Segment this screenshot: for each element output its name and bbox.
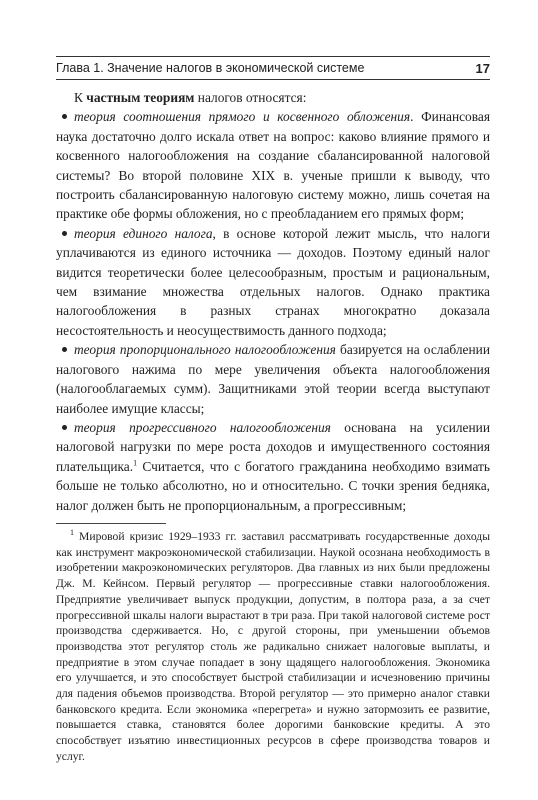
theory-description: . Финансовая наука достаточно долго искала ответ на вопрос: каково влияние прямого и косвенного налогообложения на создание сбалансированной налоговой системы? Во второй половине XIX в. ученые пришли к выводу, что построить сбалансированную налоговую систему можно, лишь сочетая на практике обе формы обложения, но с преобладанием его прямых форм;: [56, 109, 490, 222]
main-text: [56, 88, 490, 515]
theory-description: основана на усилении налоговой нагрузки по мере роста доходов и имущественного состояния плательщика.: [56, 419, 490, 474]
intro-bold-term: частным теориям: [86, 90, 195, 105]
bullet-icon: [62, 425, 67, 430]
theory-term: теория соотношения прямого и косвенного обложения: [74, 109, 411, 125]
list-item-text: [38, 418, 490, 515]
list-item-text: [38, 340, 490, 418]
theory-description-continued: Считается, что с богатого гражданина необходимо взимать больше не только абсолютно, но и относительно. С точки зрения бедняка, налог должен быть не пропорциональным, а прогрессивным;: [56, 458, 490, 513]
theory-term: теория прогрессивного налогообложения: [74, 419, 331, 435]
theory-description: , в основе которой лежит мысль, что налоги уплачиваются из единого источника — доходов. Поэтому единый налог видится теоретически более целесообразным, простым и рациональным, чем взимание множества отдельных налогов. Однако практика налогообложения в разных странах многократно доказала несостоятельность и неосуществимость данного подхода;: [56, 225, 490, 338]
intro-lead: К: [74, 90, 87, 105]
list-item: [56, 340, 490, 418]
theory-term: теория пропорционального налогообложения: [74, 342, 336, 358]
intro-rest: налогов относятся:: [194, 90, 307, 105]
footnote-divider: [56, 523, 166, 524]
running-header: [56, 56, 490, 80]
footnote-reference[interactable]: 1: [133, 458, 138, 468]
intro-paragraph: [56, 88, 490, 107]
footnote-mark: 1: [70, 528, 74, 538]
chapter-title: Глава 1. Значение налогов в экономической системе: [56, 61, 365, 75]
footnote: [56, 529, 490, 765]
list-item-text: [38, 224, 490, 340]
list-item-text: [38, 107, 490, 223]
list-item: [56, 107, 490, 223]
theories-list: [56, 107, 490, 515]
list-item: [56, 224, 490, 340]
page-number: 17: [475, 60, 490, 76]
bullet-icon: [62, 231, 67, 236]
list-item: [56, 418, 490, 515]
theory-term: теория единого налога: [74, 225, 213, 241]
theory-description: базируется на ослаблении налогового нажима по мере увеличения объекта налогообложения (налогооблагаемых сумм). Защитниками этой теории всегда выступают наиболее имущие классы;: [56, 342, 490, 416]
footnote-text: Мировой кризис 1929–1933 гг. заставил рассматривать государственные доходы как инструмент макроэкономической стабилизации. Наукой осознана необходимость в изобретении макроэкономических регуляторов. Два главных из них были предложены Дж. М. Кейнсом. Первый регулятор — прогрессивные ставки налогообложения. Предприятие увеличивает выпуск продукции, допустим, в полтора раза, а за счет прогрессивной шкалы налоги вырастают в три раза. При такой налоговой системе рост производства сдерживается. Но, с другой стороны, при уменьшении объемов производства этот регулятор столь же радикально снижает налоговые выплаты, и предприятие в этом случае попадает в зону щадящего налогообложения. Экономика его улучшается, и это способствует быстрой стабилизации и исчезновению причины для падения объемов производства. Второй регулятор — это примерно аналог ставки банковского кредита. Если экономика «перегрета» и нужно затормозить ее развитие, повышается ставка, становятся более дорогими банковские кредиты. А это способствует изъятию инвестиционных ресурсов в сфере производства товаров и услуг.: [56, 530, 490, 763]
